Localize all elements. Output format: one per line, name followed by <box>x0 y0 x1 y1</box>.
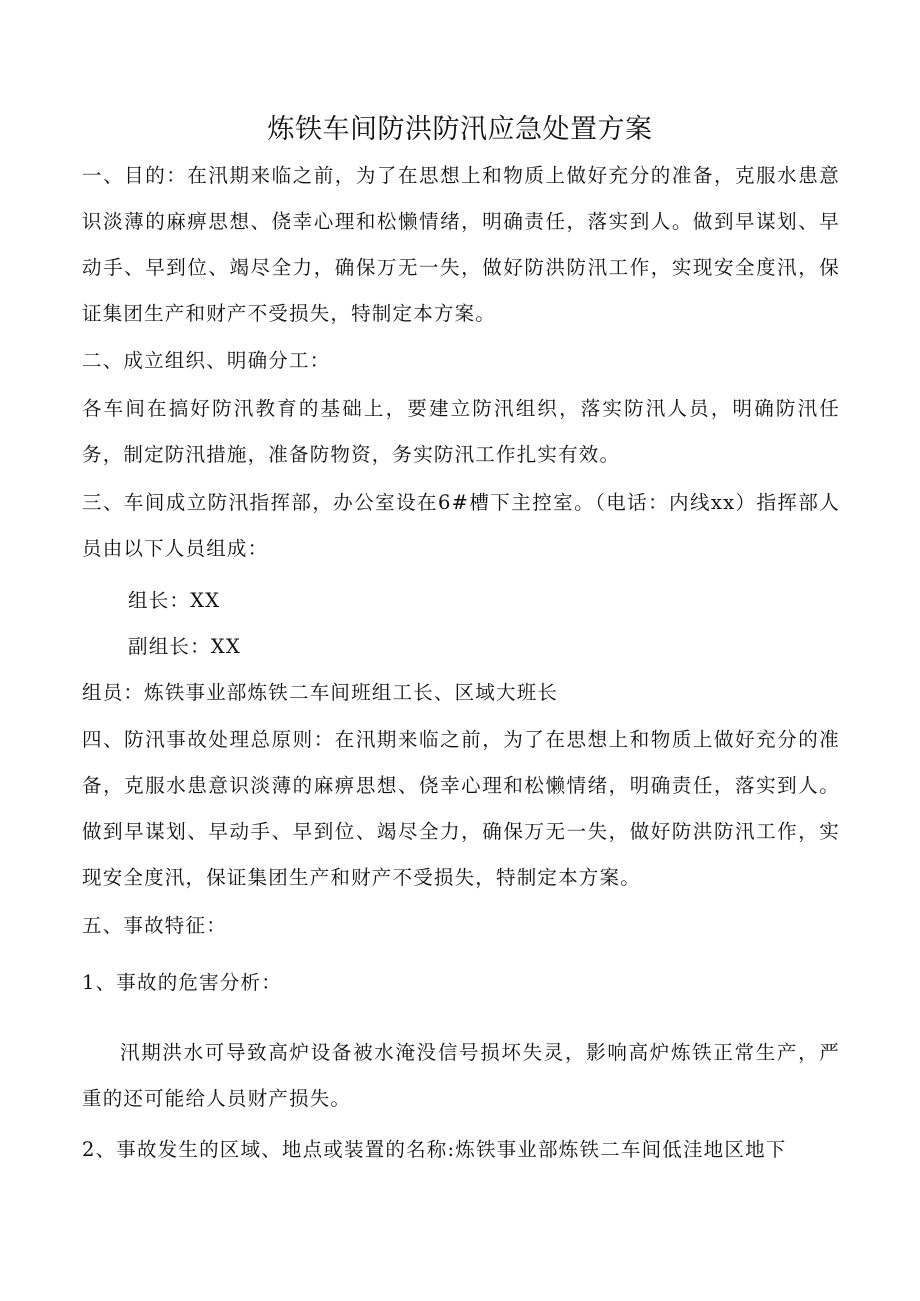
deputy-team-leader: 副组长：XX <box>128 635 241 658</box>
section-2-heading: 二、成立组织、明确分工： <box>82 349 331 372</box>
section-2-body: 各车间在搞好防汛教育的基础上，要建立防汛组织，落实防汛人员，明确防汛任务，制定防汛措施，准备防物资，务实防汛工作扎实有效。 <box>82 397 840 466</box>
section-5-heading: 五、事故特征： <box>82 914 227 937</box>
team-members: 组员：炼铁事业部炼铁二车间班组工长、区域大班长 <box>82 681 559 704</box>
document-title: 炼铁车间防洪防汛应急处置方案 <box>267 114 653 145</box>
hazard-analysis-body: 汛期洪水可导致高炉设备被水淹没信号损坏失灵，影响高炉炼铁正常生产，严重的还可能给人员财产损失。 <box>82 1041 840 1110</box>
hazard-analysis-heading: 1、事故的危害分析： <box>82 971 282 994</box>
section-1-purpose: 一、目的：在汛期来临之前，为了在思想上和物质上做好充分的准备，克服水患意识淡薄的麻痹思想、侥幸心理和松懒情绪，明确责任，落实到人。做到早谋划、早动手、早到位、竭尽全力，确保万无一失，做好防洪防汛工作，实现安全度汛，保证集团生产和财产不受损失，特制定本方案。 <box>82 164 840 325</box>
accident-location: 2、事故发生的区域、地点或装置的名称:炼铁事业部炼铁二车间低洼地区地下 <box>82 1138 787 1161</box>
section-3-command-office: 三、车间成立防汛指挥部，办公室设在6#槽下主控室。（电话：内线xx）指挥部人员由以下人员组成： <box>82 491 840 560</box>
section-4-principles: 四、防汛事故处理总原则：在汛期来临之前，为了在思想上和物质上做好充分的准备，克服水患意识淡薄的麻痹思想、侥幸心理和松懒情绪，明确责任，落实到人。做到早谋划、早动手、早到位、竭尽全力，确保万无一失，做好防洪防汛工作，实现安全度汛，保证集团生产和财产不受损失，特制定本方案。 <box>82 728 840 889</box>
team-leader: 组长：XX <box>128 589 221 612</box>
